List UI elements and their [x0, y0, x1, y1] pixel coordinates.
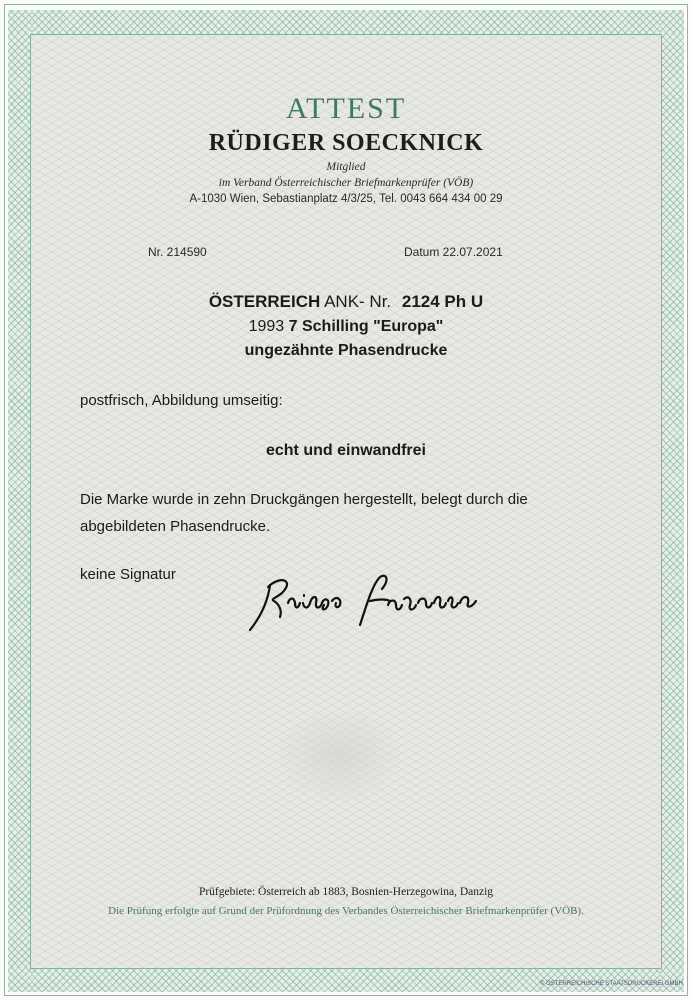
catalog-number: 2124 Ph U: [401, 292, 484, 311]
examiner-address: A-1030 Wien, Sebastianplatz 4/3/25, Tel. 0043 664 434 00 29: [189, 193, 503, 205]
examination-areas: Prüfgebiete: Österreich ab 1883, Bosnien-Herzegowina, Danzig: [198, 886, 494, 898]
member-label: Mitglied: [326, 161, 366, 173]
verdict-text: echt und einwandfrei: [265, 442, 426, 459]
embossed-seal: [280, 710, 400, 800]
catalog-prefix: ANK- Nr.: [324, 292, 392, 311]
stamp-country: ÖSTERREICH: [208, 292, 321, 311]
stamp-year: 1993: [248, 318, 285, 335]
stamp-value-title: 7 Schilling "Europa": [288, 318, 444, 335]
handwritten-signature: [240, 565, 490, 645]
printer-imprint: © ÖSTERREICHISCHE STAATSDRUCKEREI GMBH: [540, 981, 683, 987]
certificate-number: Nr. 214590: [148, 245, 207, 259]
stamp-issue: [0, 318, 692, 336]
association-label: im Verband Österreichischer Briefmarkenprüfer (VÖB): [218, 177, 474, 189]
stamp-description: ungezähnte Phasendrucke: [244, 342, 448, 359]
certificate-title: ATTEST: [285, 92, 407, 125]
note-line-2: abgebildeten Phasendrucke.: [80, 518, 271, 535]
note-line-1: Die Marke wurde in zehn Druckgängen hergestellt, belegt durch die: [80, 491, 528, 508]
examiner-name: RÜDIGER SOECKNICK: [208, 130, 484, 156]
stamp-identification: [0, 292, 692, 312]
signature-note: keine Signatur: [80, 566, 176, 583]
condition-text: postfrisch, Abbildung umseitig:: [80, 392, 283, 409]
examination-rules: Die Prüfung erfolgte auf Grund der Prüfordnung des Verbandes Österreichischer Briefmarkenprüfer (VÖB).: [108, 905, 584, 917]
certificate-date: Datum 22.07.2021: [404, 245, 503, 259]
